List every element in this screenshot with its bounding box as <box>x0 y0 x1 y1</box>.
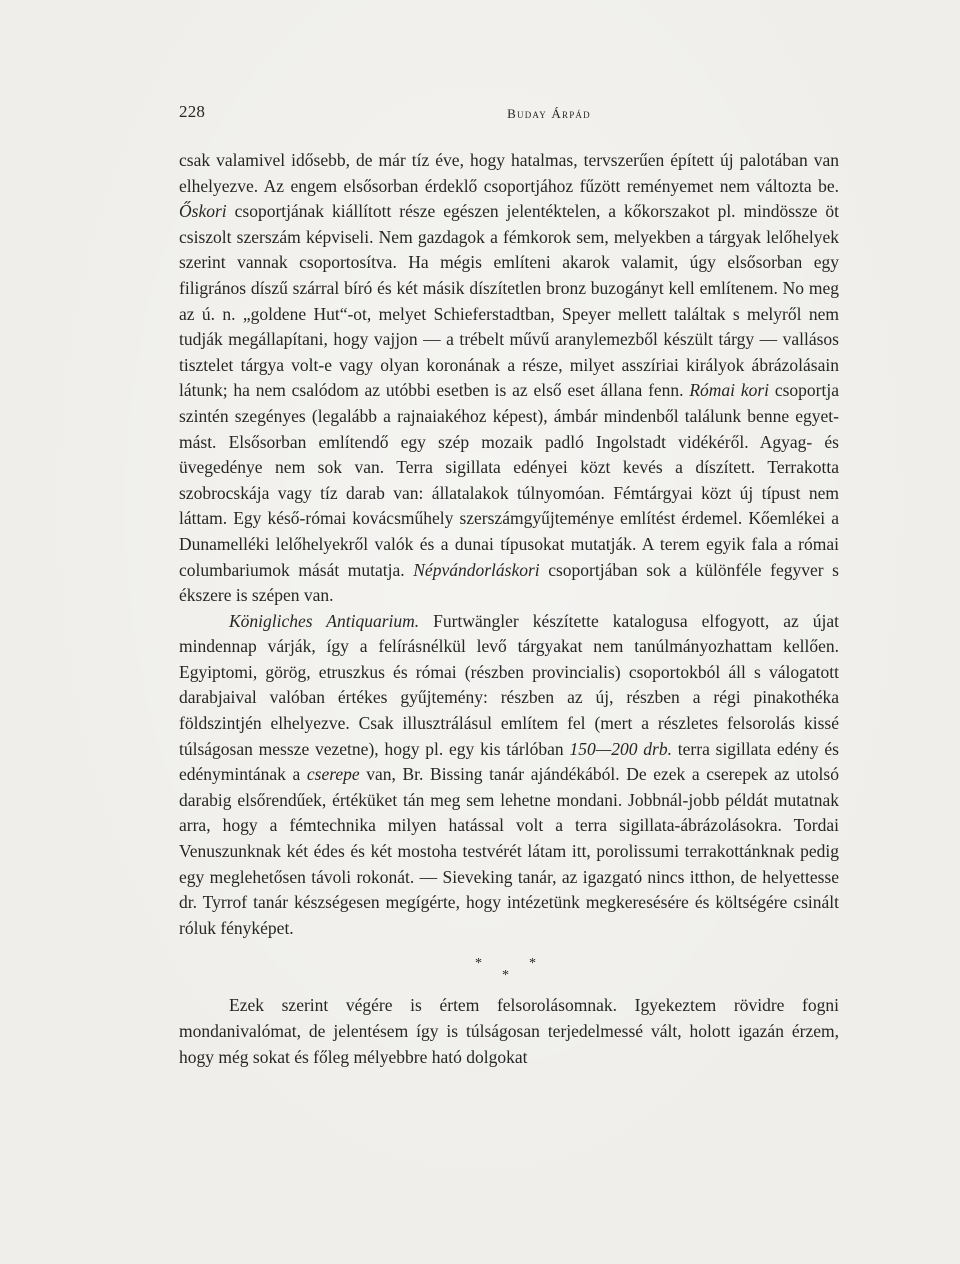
italic-run: Königliches Antiquarium. <box>229 610 420 631</box>
italic-run: 150—200 drb. <box>569 738 672 759</box>
text-run: van, Br. Bissing tanár ajándékából. De ezek a cserepek az utolsó darabig elsőrendűek, értéküket tán meg sem lehetne mondani. Jobbnál-jobb példát mutatnak arra, hogy a fémtechnika milyen hatással volt a terra sigillata-ábrázolásokra. Tordai Venuszunknak két édes és két mostoha testvérét látam itt, porolissumi terrakottánknak pedig egy meglehetősen távoli rokonát. — Sieveking tanár, az igazgató nincs itthon, de helyettesse dr. Tyrrof tanár készségesen megígérte, hogy intézetünk megkeresésére és költségére csinált róluk fényképet. <box>179 764 839 938</box>
text-run: Furtwängler készítette katalogusa elfogyott, az újat mindennap várják, így a felírásnélkül levő tárgyakat nem tanúlmányozhattam kellően. Egyiptomi, görög, etruszkus és római (részben provincialis) csoportokból áll s válogatott darabjaival valóban értékes gyűjtemény: részben az új, részben a régi pinakothéka földszintjén elhelyezve. Csak illusztrálásul említem fel (mert a részletes felsorolás kissé túlságosan messze vezetne), hogy pl. egy kis tárlóban <box>179 610 840 759</box>
section-separator <box>179 941 839 993</box>
italic-run: Népvándorláskori <box>413 559 540 580</box>
paragraph <box>179 609 839 942</box>
running-title: Buday Árpád <box>507 106 591 121</box>
separator-asterisk: * <box>529 956 536 972</box>
text-run: csoportja szintén szegényes (legalább a rajnaiakéhoz képest), ámbár mindenből találunk benne egyet-mást. Elsősorban említendő egy szép mozaik padló Ingolstadt vidékéről. Agyag- és üvegedénye nem sok van. Terra sigillata edényei közt kevés a díszített. Terrakotta szobrocskája vagy tíz darab van: állatalakok túlnyomóan. Fémtárgyai közt új típust nem láttam. Egy késő-római kovácsműhely szerszámgyűjteménye említést érdemel. Kőemlékei a Dunamelléki lelőhelyekről valók és a dunai típusokat mutatják. A terem egyik fala a római columbariumok mását mutatja. <box>179 380 839 580</box>
italic-run: Őskori <box>179 201 227 222</box>
running-head <box>179 98 839 128</box>
italic-run: cserepe <box>306 764 360 785</box>
text-run: csak valamivel idősebb, de már tíz éve, hogy hatalmas, tervszerűen épített új palotában van elhelyezve. Az engem elsősorban érdeklő csoportjához fűzött reményemet nem változta be. <box>179 150 839 196</box>
text-run: csoportjában sok a különféle fegyver s ékszere is szépen van. <box>179 559 839 606</box>
paragraph: Ezek szerint végére is értem felsorolásomnak. Igyekeztem rövidre fogni mondanivalómat, de jelentésem így is túlságosan terjedelmessé vált, holott igazán érzem, hogy még sokat és főleg mélyebbre ható dolgokat <box>179 995 839 1067</box>
text-run: terra sigillata edény és edénymintának a <box>179 738 839 785</box>
paragraph <box>179 148 839 609</box>
italic-run: Római kori <box>689 380 770 401</box>
body-text <box>179 148 839 1070</box>
text-run: csoportjának kiállított része egészen jelentéktelen, a kőkorszakot pl. mindössze öt csiszolt szerszám képviseli. Nem gazdagok a fémkorok sem, melyekben a tárgyak lelőhelyek szerint vannak csoportosítva. Ha mégis említeni akarok valamit, úgy elsősorban egy filigrános díszű szárral bíró és két másik díszítetlen bronz buzogányt kell említenem. No meg az ú. n. „goldene Hut“-ot, melyet Schieferstadtban, Speyer mellett találtak s melyről nem tudják megállapítani, hogy vajjon — a trébelt művű aranylemezből készült tárgy — vallásos tisztelet tárgya volt-e vagy olyan koronának a része, milyet asszíriai királyok ábrázolásain látunk; ha nem csalódom az utóbbi esetben is az első eset állana fenn. <box>179 201 839 401</box>
page-number: 228 <box>179 102 206 121</box>
separator-asterisk: * <box>475 956 482 972</box>
separator-asterisk: * <box>502 968 509 984</box>
